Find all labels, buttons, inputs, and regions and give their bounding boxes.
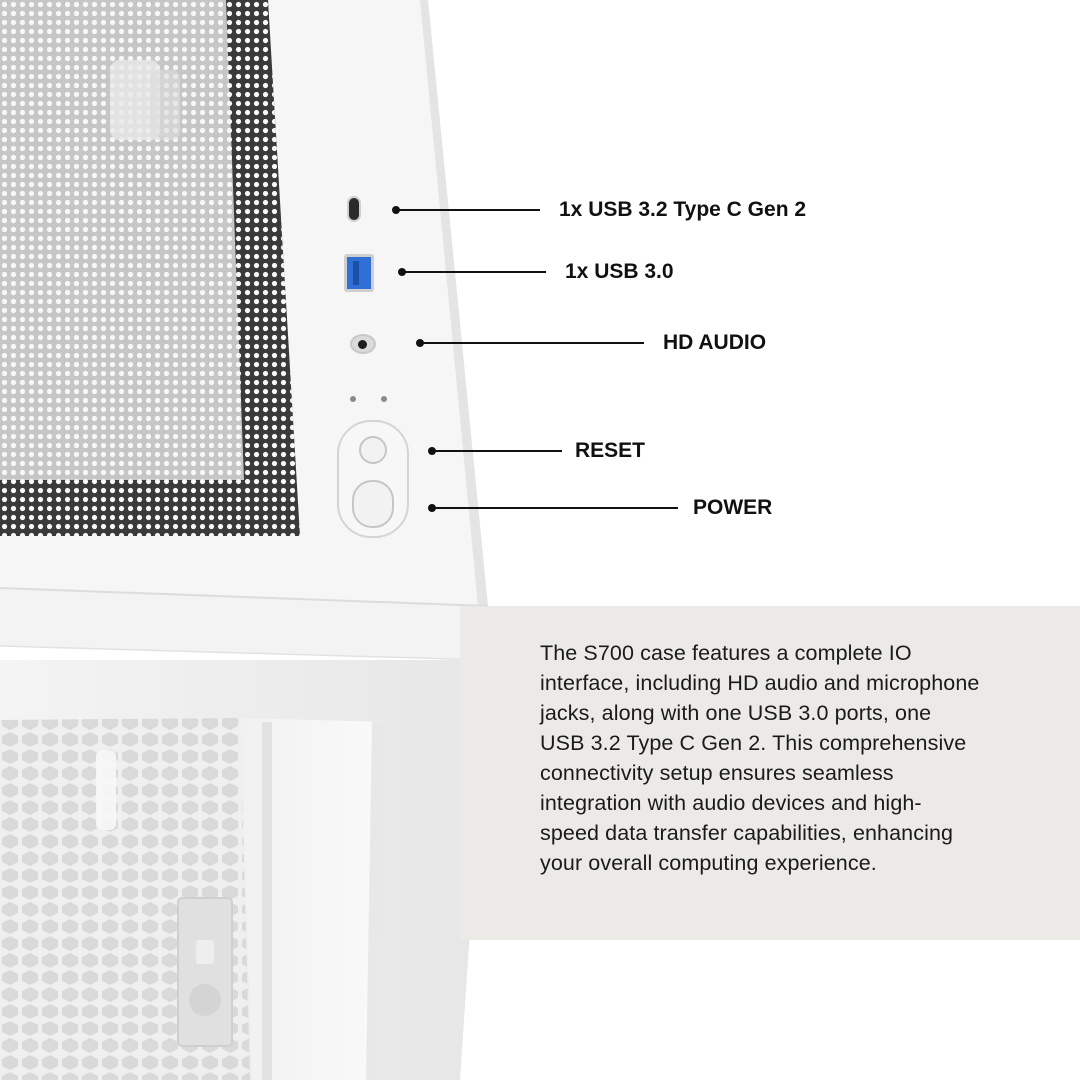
side-glass-pillar (240, 718, 386, 1080)
description-text: The S700 case features a complete IO interface, including HD audio and microphone jacks, along with one USB 3.0 ports, one USB 3.2 Type C Gen 2. This comprehensive connectivity setup ensures seamless integration with audio devices and high-speed data transfer capabilities, enhancing your overall computing experience. (540, 641, 980, 875)
led-indicator-icon (381, 396, 387, 402)
callout-usb-c (392, 190, 852, 230)
callout-usb-a (398, 252, 718, 292)
audio-jack-icon (350, 334, 376, 354)
callout-label-reset: RESET (575, 439, 646, 462)
callout-label-hd-audio: HD AUDIO (663, 331, 767, 354)
callout-label-power: POWER (693, 496, 773, 519)
button-housing (337, 420, 409, 538)
callout-line (402, 271, 546, 273)
reset-button-icon[interactable] (359, 436, 387, 464)
power-button-icon[interactable] (352, 480, 394, 528)
callout-hd-audio (416, 323, 816, 363)
callout-line (432, 507, 678, 509)
led-indicator-icon (350, 396, 356, 402)
callout-line (420, 342, 644, 344)
callout-line (396, 209, 540, 211)
callout-reset (428, 431, 688, 471)
usb-c-port-icon (347, 196, 361, 222)
callout-label-usb-a: 1x USB 3.0 (565, 260, 674, 283)
callout-label-usb-c: 1x USB 3.2 Type C Gen 2 (559, 198, 807, 221)
drive-bracket (178, 898, 232, 1046)
callout-power (428, 488, 808, 528)
callout-line (432, 450, 562, 452)
usb-a-port-icon (344, 254, 374, 292)
